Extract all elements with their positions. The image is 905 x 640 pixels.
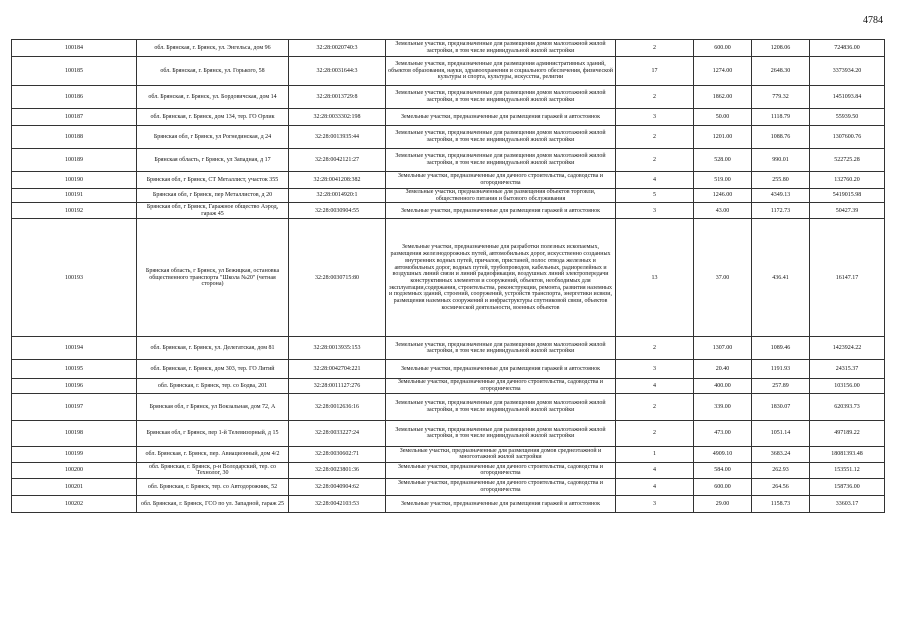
table-row bbox=[12, 446, 885, 462]
cell-cadastral-value: 33603.17 bbox=[810, 495, 885, 512]
cell-cadastral-number: 32:28:0014920:1 bbox=[289, 189, 386, 203]
cell-address: Брянская обл, г Брянск, Гаражное общество Аэрод, гараж 45 bbox=[137, 203, 289, 219]
cell-record-id: 100188 bbox=[12, 126, 137, 149]
cell-address: обл. Брянская, г. Брянск, дом 134, тер. ГО Орлик bbox=[137, 109, 289, 126]
table-row bbox=[12, 478, 885, 495]
cell-cadastral-value: 522725.28 bbox=[810, 149, 885, 172]
cell-record-id: 100197 bbox=[12, 393, 137, 420]
cell-use-group: 3 bbox=[616, 203, 694, 219]
cell-cadastral-value: 132760.20 bbox=[810, 172, 885, 189]
cell-land-use: Земельные участки, предназначенные для размещения домов малоэтажной жилой застройки, в том числе индивидуальной жилой застройки bbox=[386, 40, 616, 57]
cell-record-id: 100192 bbox=[12, 203, 137, 219]
cell-specific-value: 1051.14 bbox=[752, 420, 810, 446]
cell-area: 1307.00 bbox=[694, 337, 752, 360]
cell-address: обл. Брянская, г. Брянск, ул. Горького, 58 bbox=[137, 57, 289, 86]
cell-area: 1201.00 bbox=[694, 126, 752, 149]
cell-address: обл. Брянская, г. Брянск, дом 303, тер. ГО Литий bbox=[137, 360, 289, 379]
cell-specific-value: 436.41 bbox=[752, 219, 810, 337]
page-number: 4784 bbox=[863, 15, 883, 26]
cell-address: обл. Брянская, г. Брянск, тер. со Автодорожник, 52 bbox=[137, 478, 289, 495]
cell-specific-value: 990.01 bbox=[752, 149, 810, 172]
cell-use-group: 4 bbox=[616, 172, 694, 189]
cell-area: 50.00 bbox=[694, 109, 752, 126]
cell-specific-value: 1172.73 bbox=[752, 203, 810, 219]
table-row bbox=[12, 57, 885, 86]
cell-use-group: 2 bbox=[616, 393, 694, 420]
cell-cadastral-number: 32:28:0042103:53 bbox=[289, 495, 386, 512]
cell-specific-value: 779.32 bbox=[752, 86, 810, 109]
cell-address: Брянская обл, г Брянск, ул Рогнединская, д 24 bbox=[137, 126, 289, 149]
cell-use-group: 13 bbox=[616, 219, 694, 337]
cell-cadastral-value: 50427.39 bbox=[810, 203, 885, 219]
cell-cadastral-value: 153551.12 bbox=[810, 462, 885, 478]
cell-cadastral-number: 32:28:0013935:153 bbox=[289, 337, 386, 360]
cell-cadastral-number: 32:28:0033302:198 bbox=[289, 109, 386, 126]
cell-record-id: 100196 bbox=[12, 379, 137, 393]
cell-use-group: 3 bbox=[616, 109, 694, 126]
cell-use-group: 4 bbox=[616, 462, 694, 478]
cell-area: 43.00 bbox=[694, 203, 752, 219]
cell-cadastral-value: 3373934.20 bbox=[810, 57, 885, 86]
cell-land-use: Земельные участки, предназначенные для размещения административных зданий, объектов образования, науки, здравоохранения и социального обеспечения, физической культуры и спорта, культуры, искусства, религии bbox=[386, 57, 616, 86]
table-row bbox=[12, 203, 885, 219]
cell-cadastral-number: 32:28:0042121:27 bbox=[289, 149, 386, 172]
cell-land-use: Земельные участки, предназначенные для размещения гаражей и автостоянок bbox=[386, 360, 616, 379]
cell-cadastral-number: 32:28:0030602:71 bbox=[289, 446, 386, 462]
cell-land-use: Земельные участки, предназначенные для размещения домов малоэтажной жилой застройки, в том числе индивидуальной жилой застройки bbox=[386, 126, 616, 149]
cell-land-use: Земельные участки, предназначенные для размещения гаражей и автостоянок bbox=[386, 203, 616, 219]
cell-area: 600.00 bbox=[694, 40, 752, 57]
cell-specific-value: 1089.46 bbox=[752, 337, 810, 360]
table-row bbox=[12, 126, 885, 149]
cell-address: обл. Брянская, г. Брянск, р-н Володарский, тер. со Технолог, 30 bbox=[137, 462, 289, 478]
cell-area: 528.00 bbox=[694, 149, 752, 172]
cell-area: 473.00 bbox=[694, 420, 752, 446]
cell-land-use: Земельные участки, предназначенные для размещения гаражей и автостоянок bbox=[386, 109, 616, 126]
cell-cadastral-value: 16147.17 bbox=[810, 219, 885, 337]
cell-address: Брянская область, г Брянск, ул Бежицкая, остановка общественного транспорта "Школа №20" (четная сторона) bbox=[137, 219, 289, 337]
cell-address: Брянская обл, г Брянск, пер 1-й Телевизорный, д 15 bbox=[137, 420, 289, 446]
cell-use-group: 17 bbox=[616, 57, 694, 86]
cell-use-group: 2 bbox=[616, 420, 694, 446]
cell-cadastral-number: 32:28:0030715:80 bbox=[289, 219, 386, 337]
cell-area: 29.00 bbox=[694, 495, 752, 512]
table-row bbox=[12, 379, 885, 393]
cell-land-use: Земельные участки, предназначенные для размещения домов малоэтажной жилой застройки, в том числе индивидуальной жилой застройки bbox=[386, 337, 616, 360]
cell-use-group: 3 bbox=[616, 360, 694, 379]
cell-record-id: 100202 bbox=[12, 495, 137, 512]
cell-cadastral-number: 32:28:0030904:55 bbox=[289, 203, 386, 219]
cell-record-id: 100184 bbox=[12, 40, 137, 57]
cell-address: Брянская область, г Брянск, ул Западная, д 17 bbox=[137, 149, 289, 172]
cell-record-id: 100190 bbox=[12, 172, 137, 189]
cell-cadastral-number: 32:28:0013729:8 bbox=[289, 86, 386, 109]
cell-specific-value: 1191.93 bbox=[752, 360, 810, 379]
cell-address: обл. Брянская, г. Брянск, тер. со Бодва, 201 bbox=[137, 379, 289, 393]
cell-use-group: 2 bbox=[616, 337, 694, 360]
cell-use-group: 4 bbox=[616, 379, 694, 393]
cell-area: 1274.00 bbox=[694, 57, 752, 86]
cell-area: 600.00 bbox=[694, 478, 752, 495]
cadastral-value-table bbox=[11, 39, 885, 513]
cell-address: обл. Брянская, г. Брянск, ул. Делегатская, дом 81 bbox=[137, 337, 289, 360]
cell-cadastral-number: 32:28:0042704:221 bbox=[289, 360, 386, 379]
cell-cadastral-value: 24315.37 bbox=[810, 360, 885, 379]
cell-use-group: 4 bbox=[616, 478, 694, 495]
cell-cadastral-value: 620393.73 bbox=[810, 393, 885, 420]
table-row bbox=[12, 109, 885, 126]
cell-cadastral-value: 1307600.76 bbox=[810, 126, 885, 149]
cell-cadastral-value: 1451093.84 bbox=[810, 86, 885, 109]
cell-use-group: 3 bbox=[616, 495, 694, 512]
cell-cadastral-number: 32:28:0012636:16 bbox=[289, 393, 386, 420]
cell-use-group: 2 bbox=[616, 40, 694, 57]
cell-record-id: 100201 bbox=[12, 478, 137, 495]
cell-land-use: Земельные участки, предназначенные для размещения домов малоэтажной жилой застройки, в том числе индивидуальной жилой застройки bbox=[386, 420, 616, 446]
cell-cadastral-number: 32:28:0011127:276 bbox=[289, 379, 386, 393]
cell-address: Брянская обл, г Брянск, ул Вокзальная, дом 72, А bbox=[137, 393, 289, 420]
cell-record-id: 100199 bbox=[12, 446, 137, 462]
cell-cadastral-value: 55939.50 bbox=[810, 109, 885, 126]
cell-address: обл. Брянская, г. Брянск, ул. Энгельса, дом 96 bbox=[137, 40, 289, 57]
cell-record-id: 100185 bbox=[12, 57, 137, 86]
cell-area: 584.00 bbox=[694, 462, 752, 478]
table-row bbox=[12, 189, 885, 203]
cell-record-id: 100194 bbox=[12, 337, 137, 360]
cell-address: обл. Брянская, г. Брянск, ГСО по ул. Западной, гараж 25 bbox=[137, 495, 289, 512]
cell-specific-value: 1158.73 bbox=[752, 495, 810, 512]
cell-use-group: 2 bbox=[616, 126, 694, 149]
cell-area: 339.00 bbox=[694, 393, 752, 420]
cell-land-use: Земельные участки, предназначенные для дачного строительства, садоводства и огородничества bbox=[386, 379, 616, 393]
cell-area: 4909.10 bbox=[694, 446, 752, 462]
table-row bbox=[12, 393, 885, 420]
cell-record-id: 100195 bbox=[12, 360, 137, 379]
cell-record-id: 100193 bbox=[12, 219, 137, 337]
cell-specific-value: 262.93 bbox=[752, 462, 810, 478]
cell-record-id: 100191 bbox=[12, 189, 137, 203]
cell-specific-value: 4349.13 bbox=[752, 189, 810, 203]
cell-cadastral-value: 497189.22 bbox=[810, 420, 885, 446]
table-row bbox=[12, 495, 885, 512]
cell-area: 1246.00 bbox=[694, 189, 752, 203]
cell-land-use: Земельные участки, предназначенные для размещения объектов торговли, общественного питания и бытового обслуживания bbox=[386, 189, 616, 203]
cell-cadastral-value: 103156.00 bbox=[810, 379, 885, 393]
cell-use-group: 2 bbox=[616, 149, 694, 172]
cell-land-use: Земельные участки, предназначенные для дачного строительства, садоводства и огородничества bbox=[386, 462, 616, 478]
cell-address: Брянская обл, г Брянск, СТ Металлист, участок 355 bbox=[137, 172, 289, 189]
cell-area: 519.00 bbox=[694, 172, 752, 189]
table-row bbox=[12, 40, 885, 57]
cell-use-group: 1 bbox=[616, 446, 694, 462]
cell-specific-value: 1208.06 bbox=[752, 40, 810, 57]
cell-land-use: Земельные участки, предназначенные для размещения домов малоэтажной жилой застройки, в том числе индивидуальной жилой застройки bbox=[386, 86, 616, 109]
table-row bbox=[12, 360, 885, 379]
cell-land-use: Земельные участки, предназначенные для дачного строительства, садоводства и огородничества bbox=[386, 478, 616, 495]
cell-record-id: 100200 bbox=[12, 462, 137, 478]
cell-address: обл. Брянская, г. Брянск, ул. Бордовичская, дом 14 bbox=[137, 86, 289, 109]
cell-area: 400.00 bbox=[694, 379, 752, 393]
cell-cadastral-number: 32:28:0023801:36 bbox=[289, 462, 386, 478]
cell-land-use: Земельные участки, предназначенные для размещения домов среднеэтажной и многоэтажной жилой застройки bbox=[386, 446, 616, 462]
cell-record-id: 100189 bbox=[12, 149, 137, 172]
cell-specific-value: 1118.79 bbox=[752, 109, 810, 126]
cell-record-id: 100186 bbox=[12, 86, 137, 109]
cell-land-use: Земельные участки, предназначенные для размещения домов малоэтажной жилой застройки, в том числе индивидуальной жилой застройки bbox=[386, 149, 616, 172]
cell-record-id: 100187 bbox=[12, 109, 137, 126]
cell-cadastral-number: 32:28:0013935:44 bbox=[289, 126, 386, 149]
cell-cadastral-value: 5419015.98 bbox=[810, 189, 885, 203]
cell-specific-value: 264.56 bbox=[752, 478, 810, 495]
cell-specific-value: 1830.07 bbox=[752, 393, 810, 420]
table-row bbox=[12, 337, 885, 360]
table-row bbox=[12, 420, 885, 446]
cell-land-use: Земельные участки, предназначенные для размещения гаражей и автостоянок bbox=[386, 495, 616, 512]
table-row bbox=[12, 172, 885, 189]
cell-specific-value: 257.89 bbox=[752, 379, 810, 393]
cell-cadastral-number: 32:28:0040904:62 bbox=[289, 478, 386, 495]
cell-cadastral-number: 32:28:0020740:3 bbox=[289, 40, 386, 57]
cell-specific-value: 2648.30 bbox=[752, 57, 810, 86]
cell-area: 1862.00 bbox=[694, 86, 752, 109]
cell-cadastral-value: 18081393.48 bbox=[810, 446, 885, 462]
cell-cadastral-value: 724836.00 bbox=[810, 40, 885, 57]
cell-use-group: 2 bbox=[616, 86, 694, 109]
table-row bbox=[12, 86, 885, 109]
cell-use-group: 5 bbox=[616, 189, 694, 203]
table-row bbox=[12, 462, 885, 478]
cell-specific-value: 1088.76 bbox=[752, 126, 810, 149]
cell-cadastral-number: 32:28:0033227:24 bbox=[289, 420, 386, 446]
table-row bbox=[12, 149, 885, 172]
cell-land-use: Земельные участки, предназначенные для дачного строительства, садоводства и огородничества bbox=[386, 172, 616, 189]
cell-cadastral-value: 158736.00 bbox=[810, 478, 885, 495]
cell-address: обл. Брянская, г. Брянск, пер. Авиационный, дом 4/2 bbox=[137, 446, 289, 462]
cell-address: Брянская обл, г Брянск, пер Металлистов, д 20 bbox=[137, 189, 289, 203]
cell-land-use: Земельные участки, предназначенные для разработки полезных ископаемых, размещения железнодорожных путей, автомобильных дорог, искусственно созданных внутренних водных путей, причалов, пристаней, полос отвода железных и автомобильных дорог, водных путей, трубопроводов, кабельных, радиорелейных и воздушных линий связи и линий радиофикации, воздушных линий электропередачи конструктивных элементов и сооружений, объектов, необходимых для эксплуатации,содержания, строительства, реконструкции, ремонта, развития наземных и подземных зданий, строений, сооружений, устройств транспорта, энергетики исвязи, размещения наземных сооружений и инфраструктуры спутниковой связи, объектов космической деятельности, военных объектов bbox=[386, 219, 616, 337]
cell-area: 20.40 bbox=[694, 360, 752, 379]
cell-specific-value: 255.80 bbox=[752, 172, 810, 189]
cell-cadastral-number: 32:28:0041208:382 bbox=[289, 172, 386, 189]
cell-cadastral-value: 1423924.22 bbox=[810, 337, 885, 360]
cell-land-use: Земельные участки, предназначенные для размещения домов малоэтажной жилой застройки, в том числе индивидуальной жилой застройки bbox=[386, 393, 616, 420]
cell-cadastral-number: 32:28:0031644:3 bbox=[289, 57, 386, 86]
cell-specific-value: 3683.24 bbox=[752, 446, 810, 462]
cell-area: 37.00 bbox=[694, 219, 752, 337]
cell-record-id: 100198 bbox=[12, 420, 137, 446]
table-row bbox=[12, 219, 885, 337]
